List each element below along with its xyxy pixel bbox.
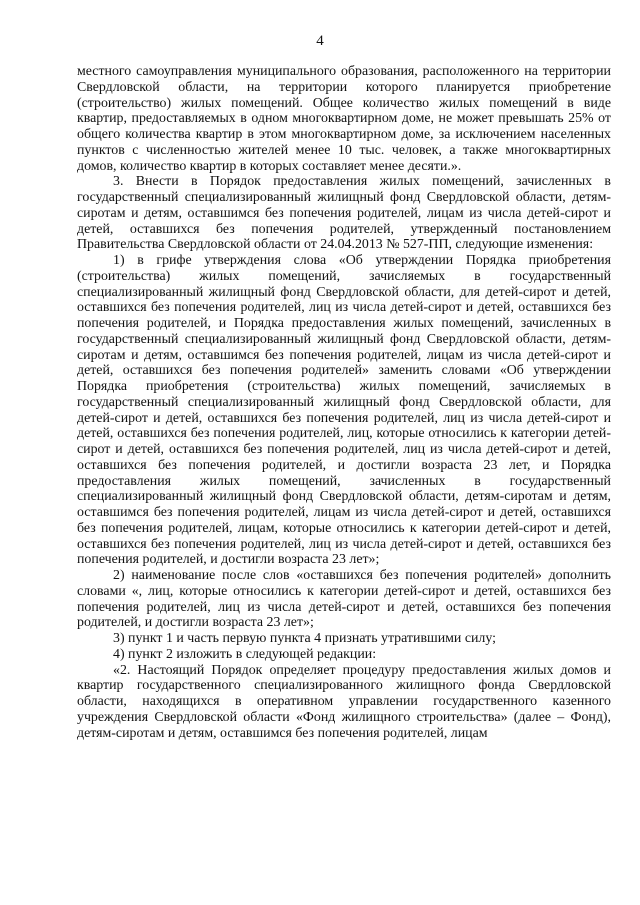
paragraph-item-3: 3. Внести в Порядок предоставления жилых помещений, зачисленных в государственный специализированный жилищный фонд Свердловской области, детям-сиротам и детям, оставшимся без попечения родителей, лицам из числа детей-сирот и детей, оставшихся без попечения родителей, утвержденный постановлением Правительства Свердловской области от 24.04.2013 № 527-ПП, следующие изменения: (77, 174, 611, 253)
paragraph-subitem-2: 2) наименование после слов «оставшихся без попечения родителей» дополнить словами «, лиц, которые относились к категории детей-сирот и детей, оставшихся без попечения родителей, лиц из числа детей-сирот и детей, оставшихся без попечения родителей, и достигли возраста 23 лет»; (77, 568, 611, 631)
document-body (77, 64, 611, 741)
paragraph-continuation: местного самоуправления муниципального образования, расположенного на территории Свердловской области, на территории которого планируется приобретение (строительство) жилых помещений. Общее количество жилых помещений в виде квартир, предоставляемых в одном многоквартирном доме, не может превышать 25% от общего количества квартир в этом многоквартирном доме, за исключением населенных пунктов с численностью жителей менее 10 тыс. человек, а также многоквартирных домов, количество квартир в которых составляет менее десяти.». (77, 64, 611, 174)
paragraph-subitem-4: 4) пункт 2 изложить в следующей редакции: (113, 646, 377, 662)
paragraph-new-edition-2: «2. Настоящий Порядок определяет процедуру предоставления жилых домов и квартир государственного специализированного жилищного фонда Свердловской области, находящихся в оперативном управлении государственного казенного учреждения Свердловской области «Фонд жилищного строительства» (далее – Фонд), детям-сиротам и детям, оставшимся без попечения родителей, лицам (77, 662, 611, 741)
paragraph-subitem-1: 1) в грифе утверждения слова «Об утверждении Порядка приобретения (строительства) жилых помещений, зачисляемых в государственный специализированный жилищный фонд Свердловской области, для детей-сирот и детей, оставшихся без попечения родителей, лиц из числа детей-сирот и детей, оставшихся без попечения родителей, и Порядка предоставления жилых помещений, зачисленных в государственный специализированный жилищный фонд Свердловской области, детям-сиротам и детям, оставшимся без попечения родителей, лицам из числа детей-сирот и детей, оставшихся без попечения родителей» заменить словами «Об утверждении Порядка приобретения (строительства) жилых помещений, зачисляемых в государственный специализированный жилищный фонд Свердловской области, для детей-сирот и детей, оставшихся без попечения родителей, лиц из числа детей-сирот и детей, оставшихся без попечения родителей, лиц, которые относились к категории детей-сирот и детей, оставшихся без попечения родителей, лиц из числа детей-сирот и детей, оставшихся без попечения родителей, и достигли возраста 23 лет, и Порядка предоставления жилых помещений, зачисленных в государственный специализированный жилищный фонд Свердловской области, детям-сиротам и детям, оставшимся без попечения родителей, лицам из числа детей-сирот и детей, оставшихся без попечения родителей, лицам, которые относились к категории детей-сирот и детей, оставшихся без попечения родителей, лиц из числа детей-сирот и детей, оставшихся без попечения родителей, и достигли возраста 23 лет»; (77, 253, 611, 568)
page-number: 4 (316, 33, 324, 49)
paragraph-subitem-3: 3) пункт 1 и часть первую пункта 4 признать утратившими силу; (113, 631, 496, 646)
